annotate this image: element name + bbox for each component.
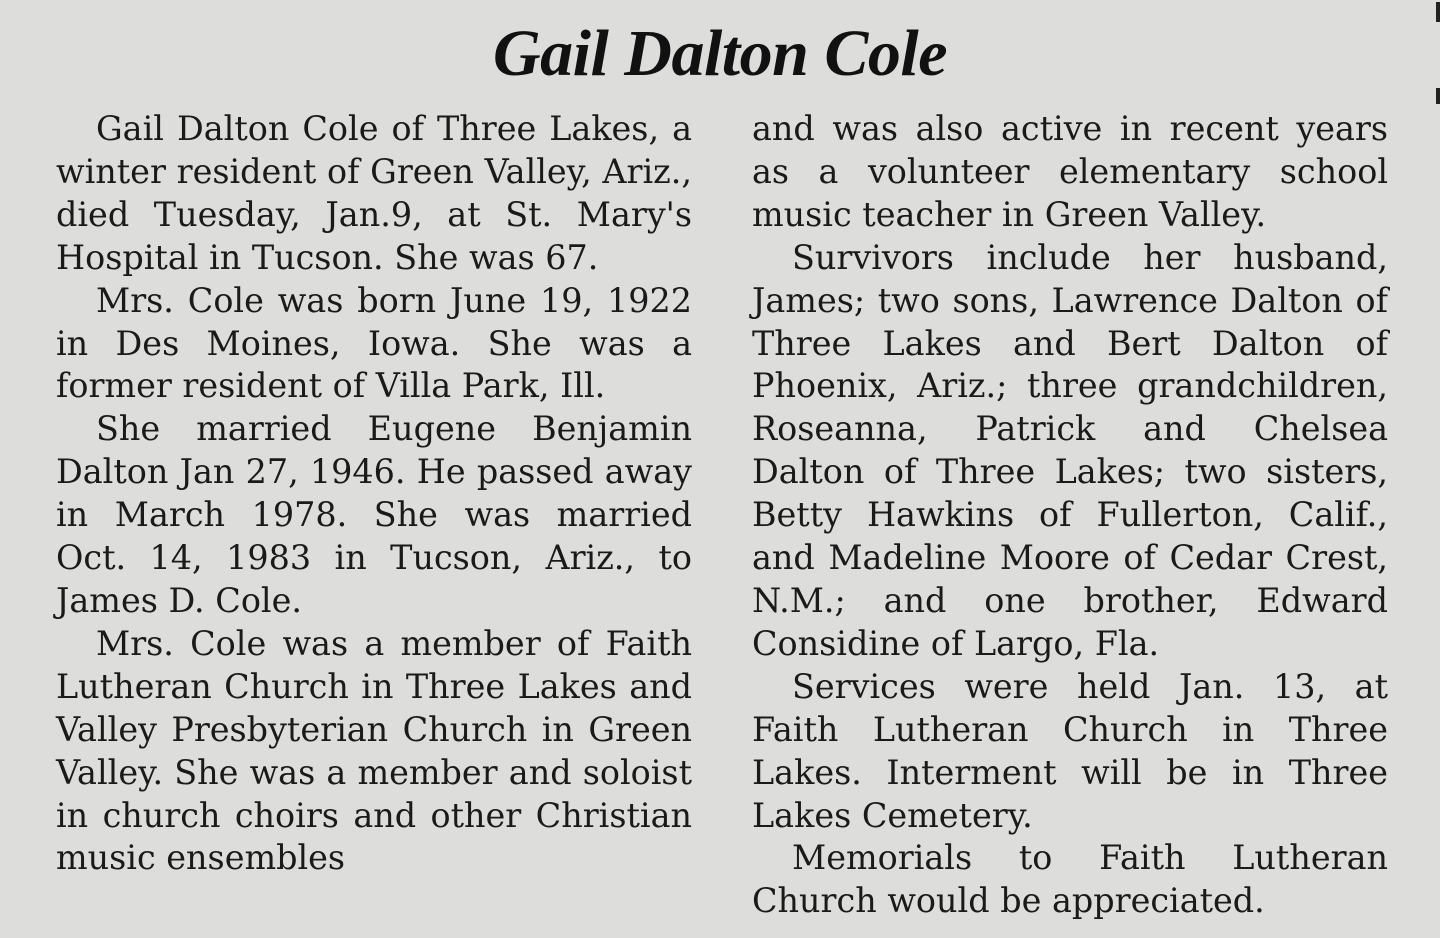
paragraph-death-notice: Gail Dalton Cole of Three Lakes, a winter resident of Green Valley, Ariz., died Tuesday, Jan.9, at St. Mary's Hospital in Tucson. She was 67.	[56, 109, 692, 277]
obituary-headline: Gail Dalton Cole	[492, 17, 948, 90]
paragraph-continuation: and was also active in recent years as a volunteer elementary school music teacher in Green Valley.	[752, 109, 1388, 234]
paragraph-services: Services were held Jan. 13, at Faith Lutheran Church in Three Lakes. Interment will be in Three Lakes Cemetery.	[752, 666, 1388, 835]
paragraph-memorials: Memorials to Faith Lutheran Church would be appreciated.	[752, 838, 1388, 921]
right-column	[752, 108, 1388, 923]
paragraph-marriages: She married Eugene Benjamin Dalton Jan 27, 1946. He passed away in March 1978. She was married Oct. 14, 1983 in Tucson, Ariz., to James D. Cole.	[56, 409, 692, 620]
paragraph-birth: Mrs. Cole was born June 19, 1922 in Des Moines, Iowa. She was a former resident of Villa Park, Ill.	[56, 280, 692, 406]
scan-edge-mark	[1436, 88, 1440, 104]
left-column	[56, 108, 692, 880]
scan-edge-mark	[1436, 2, 1440, 22]
paragraph-church-membership: Mrs. Cole was a member of Faith Lutheran Church in Three Lakes and Valley Presbyterian Church in Green Valley. She was a member and soloist in church choirs and other Christian music ensembles	[56, 623, 692, 878]
paragraph-survivors: Survivors include her husband, James; two sons, Lawrence Dalton of Three Lakes and Bert Dalton of Phoenix, Ariz.; three grandchildren, Roseanna, Patrick and Chelsea Dalton of Three Lakes; two sisters, Betty Hawkins of Fullerton, Calif., and Madeline Moore of Cedar Crest, N.M.; and one brother, Edward Considine of Largo, Fla.	[752, 237, 1388, 663]
